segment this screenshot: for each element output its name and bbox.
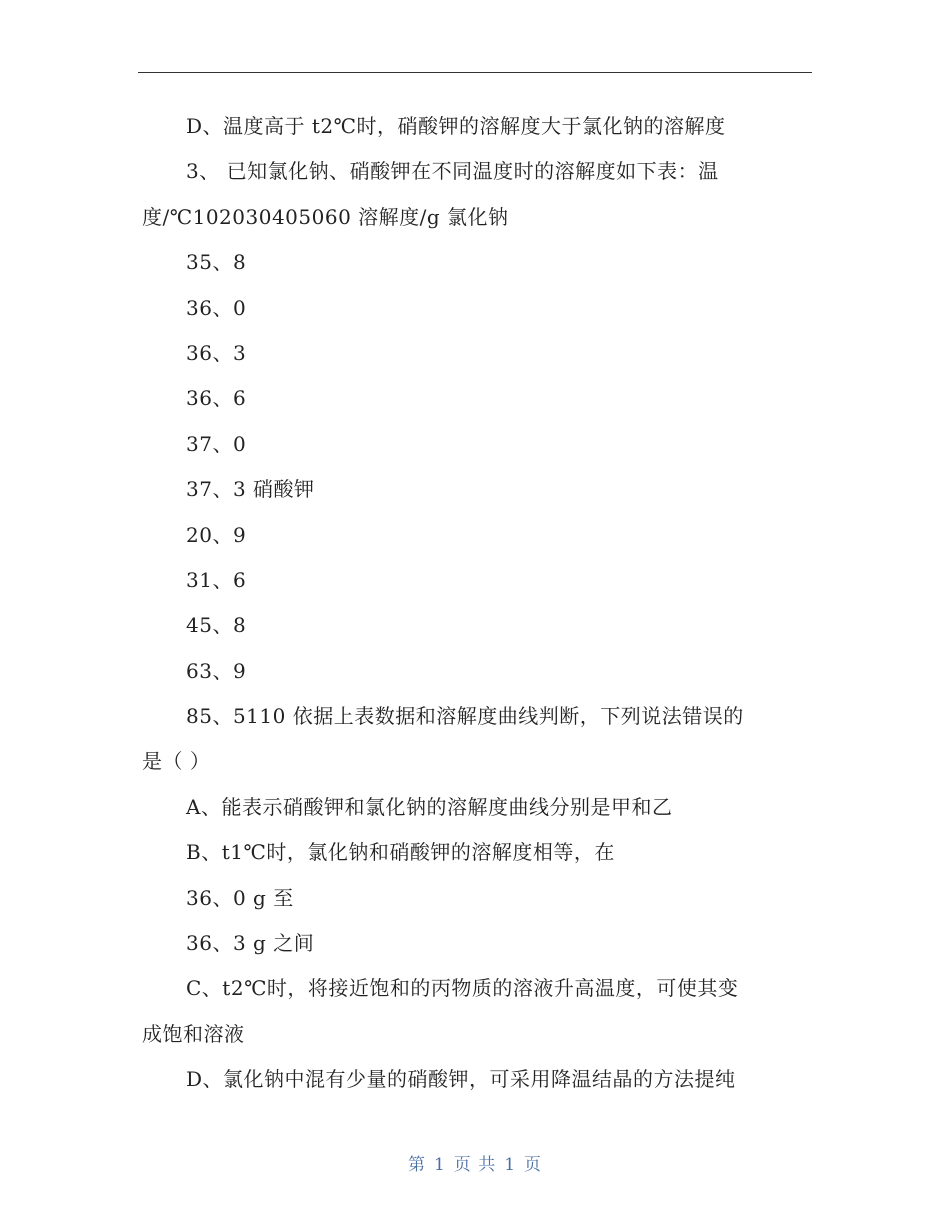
page-footer — [0, 1150, 950, 1175]
question-3-line-1: 3、 已知氯化钠、硝酸钾在不同温度时的溶解度如下表：温 — [186, 159, 719, 184]
value-line: 36、6 — [186, 386, 247, 411]
question-3-stem-line-1: 85、5110 依据上表数据和溶解度曲线判断，下列说法错误的 — [186, 704, 744, 729]
value-line: 63、9 — [186, 658, 247, 683]
option-b-line-2: 36、0 g 至 — [186, 885, 294, 910]
value-line: 35、8 — [186, 250, 247, 275]
value-line: 31、6 — [186, 567, 247, 592]
option-b-line-1: B、t1℃时，氯化钠和硝酸钾的溶解度相等，在 — [186, 840, 615, 865]
option-c-line-2: 成饱和溶液 — [142, 1021, 245, 1046]
footer-prefix: 第 — [407, 1155, 426, 1175]
document-body — [142, 104, 812, 1103]
footer-current-page: 1 — [433, 1155, 446, 1175]
footer-suffix: 页 — [524, 1155, 543, 1175]
value-line: 37、3 硝酸钾 — [186, 477, 315, 502]
option-c-line-1: C、t2℃时，将接近饱和的丙物质的溶液升高温度，可使其变 — [186, 976, 739, 1001]
footer-total-pages: 1 — [504, 1155, 517, 1175]
value-line: 36、3 — [186, 340, 247, 365]
footer-mid: 页 共 — [453, 1155, 497, 1175]
value-line: 37、0 — [186, 431, 247, 456]
value-line: 45、8 — [186, 613, 247, 638]
question-3-stem-line-2: 是（ ） — [142, 749, 211, 774]
option-d: D、氯化钠中混有少量的硝酸钾，可采用降温结晶的方法提纯 — [186, 1067, 736, 1092]
value-line: 36、0 — [186, 295, 247, 320]
option-b-line-3: 36、3 g 之间 — [186, 931, 315, 956]
option-a: A、能表示硝酸钾和氯化钠的溶解度曲线分别是甲和乙 — [186, 794, 673, 819]
value-line: 20、9 — [186, 522, 247, 547]
option-d-line-1: D、温度高于 t2℃时，硝酸钾的溶解度大于氯化钠的溶解度 — [186, 114, 726, 138]
question-3-line-2: 度/℃102030405060 溶解度/g 氯化钠 — [142, 204, 509, 229]
header-rule — [138, 72, 812, 73]
